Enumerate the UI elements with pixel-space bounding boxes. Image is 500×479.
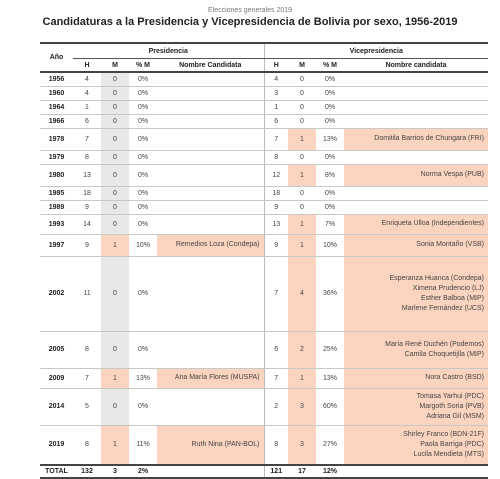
v-m-cell: 0 (288, 86, 316, 100)
p-m-cell: 0 (101, 388, 129, 425)
v-m-cell: 3 (288, 388, 316, 425)
v-h-cell: 6 (264, 331, 288, 368)
p-h-cell: 13 (73, 164, 101, 186)
v-pct-cell: 0% (316, 86, 344, 100)
v-pct-cell: 0% (316, 200, 344, 214)
total-v-h: 121 (264, 465, 288, 478)
v-name-cell: Norma Vespa (PUB) (344, 164, 488, 186)
p-pct-cell: 0% (129, 214, 157, 234)
total-p-pct: 2% (129, 465, 157, 478)
v-name-cell (344, 114, 488, 128)
candidates-table (40, 42, 488, 479)
p-m-cell: 0 (101, 72, 129, 86)
year-cell: 1956 (40, 72, 73, 86)
p-h-cell: 18 (73, 186, 101, 200)
p-h-cell: 6 (73, 114, 101, 128)
p-m-cell: 0 (101, 200, 129, 214)
year-cell: 1966 (40, 114, 73, 128)
v-name-cell: Nora Castro (BSD) (344, 368, 488, 388)
p-pct-cell: 0% (129, 100, 157, 114)
v-h-cell: 4 (264, 72, 288, 86)
presidencia-header: Presidencia (73, 43, 264, 59)
v-name-cell (344, 150, 488, 164)
v-pct-cell: 0% (316, 150, 344, 164)
year-cell: 1960 (40, 86, 73, 100)
v-m-cell: 3 (288, 425, 316, 465)
p-pct-cell: 0% (129, 200, 157, 214)
p-name-cell (157, 388, 264, 425)
table-row (40, 100, 488, 114)
table-row (40, 72, 488, 86)
year-cell: 1993 (40, 214, 73, 234)
p-m-cell: 0 (101, 331, 129, 368)
p-m-cell: 1 (101, 234, 129, 256)
v-name-cell (344, 72, 488, 86)
v-name-cell: María René Duchén (Podemos) Camila Choquetijlla (MIP) (344, 331, 488, 368)
table-row (40, 200, 488, 214)
v-h-cell: 7 (264, 128, 288, 150)
v-name-cell (344, 100, 488, 114)
v-h-cell: 8 (264, 150, 288, 164)
p-m-cell: 0 (101, 150, 129, 164)
p-h-cell: 4 (73, 86, 101, 100)
v-m-cell: 1 (288, 214, 316, 234)
p-pct-cell: 11% (129, 425, 157, 465)
v-pct-cell: 0% (316, 114, 344, 128)
p-name-header: Nombre Candidata (157, 59, 264, 73)
p-m-cell: 1 (101, 425, 129, 465)
v-h-cell: 7 (264, 256, 288, 331)
table-row (40, 150, 488, 164)
p-pct-cell: 0% (129, 128, 157, 150)
year-cell: 1980 (40, 164, 73, 186)
vicepresidencia-header: Vicepresidencia (264, 43, 488, 59)
p-pct-cell: 0% (129, 114, 157, 128)
v-pct-cell: 27% (316, 425, 344, 465)
p-name-cell (157, 150, 264, 164)
v-name-cell: Esperanza Huanca (Condepa) Ximena Prudencio (LJ) Esther Balboa (MIP) Marlene Fernández (UCS) (344, 256, 488, 331)
p-name-cell: Ana María Flores (MUSPA) (157, 368, 264, 388)
v-m-cell: 1 (288, 128, 316, 150)
p-h-cell: 9 (73, 200, 101, 214)
p-m-cell: 1 (101, 368, 129, 388)
v-h-header: H (264, 59, 288, 73)
v-m-header: M (288, 59, 316, 73)
v-name-cell: Shirley Franco (BDN-21F) Paola Barriga (PDC) Lucila Mendieta (MTS) (344, 425, 488, 465)
v-name-cell: Tomasa Yarhui (PDC) Margoth Soria (PVB) Adriana Gil (MSM) (344, 388, 488, 425)
p-h-cell: 7 (73, 368, 101, 388)
p-m-cell: 0 (101, 164, 129, 186)
p-m-header: M (101, 59, 129, 73)
p-name-cell (157, 186, 264, 200)
p-pct-cell: 0% (129, 164, 157, 186)
v-h-cell: 1 (264, 100, 288, 114)
p-m-cell: 0 (101, 214, 129, 234)
v-m-cell: 0 (288, 100, 316, 114)
p-name-cell (157, 100, 264, 114)
table-row (40, 164, 488, 186)
p-m-cell: 0 (101, 186, 129, 200)
p-h-cell: 1 (73, 100, 101, 114)
year-cell: 1964 (40, 100, 73, 114)
v-m-cell: 0 (288, 150, 316, 164)
table-row (40, 186, 488, 200)
year-cell: 2002 (40, 256, 73, 331)
v-name-cell (344, 200, 488, 214)
p-m-cell: 0 (101, 114, 129, 128)
v-pct-cell: 7% (316, 214, 344, 234)
total-v-pct: 12% (316, 465, 344, 478)
v-name-cell: Sonia Montaño (VSB) (344, 234, 488, 256)
v-pct-cell: 25% (316, 331, 344, 368)
p-name-cell (157, 256, 264, 331)
table-row (40, 114, 488, 128)
p-name-cell (157, 200, 264, 214)
header-row-groups (40, 43, 488, 59)
p-h-cell: 8 (73, 331, 101, 368)
v-pct-cell: 0% (316, 100, 344, 114)
p-pct-cell: 0% (129, 388, 157, 425)
v-name-cell: Domitila Barrios de Chungara (FRI) (344, 128, 488, 150)
total-v-m: 17 (288, 465, 316, 478)
p-h-cell: 9 (73, 234, 101, 256)
p-h-cell: 4 (73, 72, 101, 86)
table-row (40, 86, 488, 100)
p-pct-header: % M (129, 59, 157, 73)
v-pct-header: % M (316, 59, 344, 73)
p-h-cell: 8 (73, 425, 101, 465)
v-pct-cell: 0% (316, 186, 344, 200)
v-m-cell: 0 (288, 114, 316, 128)
year-cell: 2009 (40, 368, 73, 388)
p-name-cell (157, 114, 264, 128)
v-name-cell (344, 186, 488, 200)
v-m-cell: 0 (288, 72, 316, 86)
v-pct-cell: 10% (316, 234, 344, 256)
v-pct-cell: 13% (316, 128, 344, 150)
p-name-cell (157, 164, 264, 186)
p-h-cell: 11 (73, 256, 101, 331)
p-pct-cell: 0% (129, 86, 157, 100)
p-m-cell: 0 (101, 86, 129, 100)
v-m-cell: 4 (288, 256, 316, 331)
p-m-cell: 0 (101, 128, 129, 150)
v-h-cell: 2 (264, 388, 288, 425)
v-pct-cell: 0% (316, 72, 344, 86)
p-m-cell: 0 (101, 100, 129, 114)
table-row (40, 214, 488, 234)
year-cell: 2019 (40, 425, 73, 465)
p-name-cell: Remedios Loza (Condepa) (157, 234, 264, 256)
table-row (40, 128, 488, 150)
table-row (40, 256, 488, 331)
v-h-cell: 6 (264, 114, 288, 128)
p-name-cell (157, 72, 264, 86)
header-row-columns (40, 59, 488, 73)
v-pct-cell: 13% (316, 368, 344, 388)
year-cell: 1979 (40, 150, 73, 164)
p-m-cell: 0 (101, 256, 129, 331)
v-h-cell: 18 (264, 186, 288, 200)
v-m-cell: 1 (288, 164, 316, 186)
v-m-cell: 0 (288, 186, 316, 200)
v-m-cell: 1 (288, 234, 316, 256)
year-cell: 1989 (40, 200, 73, 214)
v-m-cell: 0 (288, 200, 316, 214)
v-name-cell (344, 86, 488, 100)
v-h-cell: 3 (264, 86, 288, 100)
year-cell: 2014 (40, 388, 73, 425)
year-cell: 1997 (40, 234, 73, 256)
p-h-cell: 7 (73, 128, 101, 150)
supertitle: Elecciones generales 2019 (207, 7, 293, 14)
p-h-cell: 14 (73, 214, 101, 234)
p-name-cell (157, 331, 264, 368)
table-row (40, 425, 488, 465)
total-label: TOTAL (40, 465, 73, 478)
v-pct-cell: 36% (316, 256, 344, 331)
p-name-cell (157, 86, 264, 100)
p-name-cell: Ruth Nina (PAN-BOL) (157, 425, 264, 465)
year-header: Año (40, 43, 73, 72)
p-pct-cell: 0% (129, 72, 157, 86)
v-h-cell: 7 (264, 368, 288, 388)
v-name-header: Nombre candidata (344, 59, 488, 73)
v-pct-cell: 60% (316, 388, 344, 425)
v-h-cell: 13 (264, 214, 288, 234)
year-cell: 1978 (40, 128, 73, 150)
table-row (40, 331, 488, 368)
p-pct-cell: 0% (129, 256, 157, 331)
p-h-cell: 8 (73, 150, 101, 164)
v-h-cell: 12 (264, 164, 288, 186)
p-name-cell (157, 214, 264, 234)
table-row (40, 234, 488, 256)
p-h-header: H (73, 59, 101, 73)
p-pct-cell: 10% (129, 234, 157, 256)
v-h-cell: 9 (264, 200, 288, 214)
total-p-h: 132 (73, 465, 101, 478)
total-p-m: 3 (101, 465, 129, 478)
table-row (40, 388, 488, 425)
p-h-cell: 5 (73, 388, 101, 425)
v-m-cell: 1 (288, 368, 316, 388)
p-pct-cell: 0% (129, 331, 157, 368)
year-cell: 2005 (40, 331, 73, 368)
p-pct-cell: 13% (129, 368, 157, 388)
p-pct-cell: 0% (129, 186, 157, 200)
page-title: Candidaturas a la Presidencia y Vicepresidencia de Bolivia por sexo, 1956-2019 (42, 16, 458, 28)
year-cell: 1985 (40, 186, 73, 200)
p-name-cell (157, 128, 264, 150)
v-m-cell: 2 (288, 331, 316, 368)
v-name-cell: Enriqueta Ulloa (Independientes) (344, 214, 488, 234)
p-pct-cell: 0% (129, 150, 157, 164)
table-row (40, 368, 488, 388)
v-h-cell: 8 (264, 425, 288, 465)
v-pct-cell: 8% (316, 164, 344, 186)
v-h-cell: 9 (264, 234, 288, 256)
